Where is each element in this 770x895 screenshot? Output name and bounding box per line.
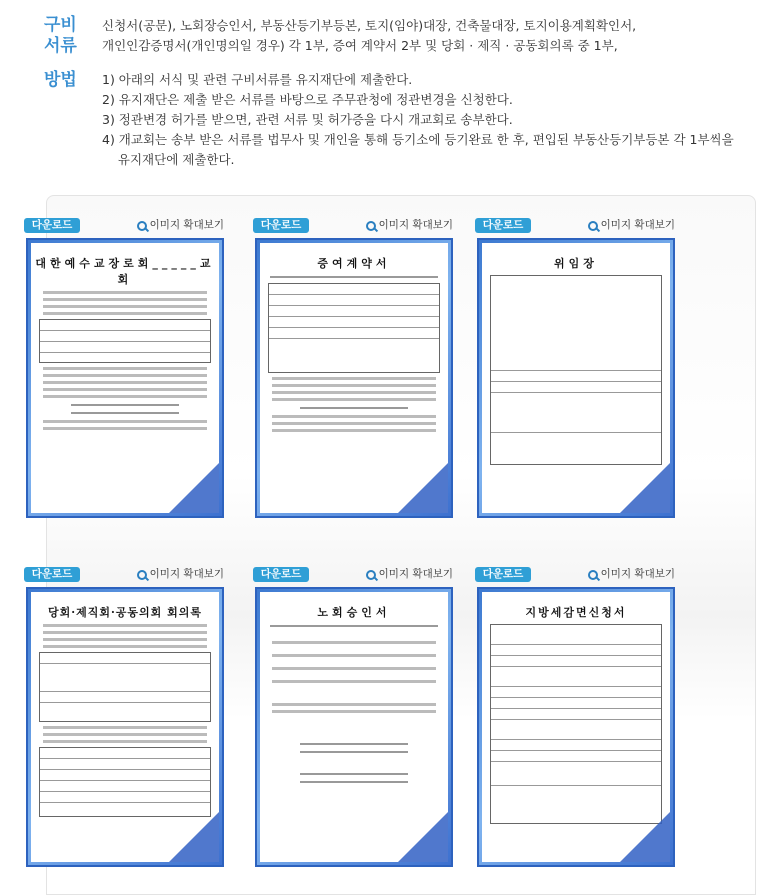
required-docs-label (44, 15, 77, 57)
form-card-tax-exemption (475, 567, 675, 877)
required-docs-line1: 신청서(공문), 노회장승인서, 부동산등기부등본, 토지(임야)대장, 건축물대장, 토지이용계획확인서, (102, 18, 637, 33)
download-button[interactable]: 다운로드 (475, 218, 531, 233)
magnifier-plus-icon (588, 221, 598, 231)
required-docs-label-line1: 구비 (44, 15, 77, 35)
form-title: 노회승인서 (317, 606, 391, 619)
form-thumbnail[interactable] (255, 587, 453, 867)
form-thumbnail[interactable] (477, 238, 675, 518)
zoom-label: 이미지 확대보기 (149, 568, 224, 580)
form-title: 위임장 (554, 257, 598, 270)
zoom-link[interactable] (588, 567, 675, 582)
form-thumbnail[interactable] (255, 238, 453, 518)
magnifier-plus-icon (137, 570, 147, 580)
form-paper (260, 592, 448, 862)
form-paper (482, 243, 670, 513)
zoom-link[interactable] (137, 567, 224, 582)
zoom-link[interactable] (366, 218, 453, 233)
form-title: 대한예수교장로회_____교회 (35, 257, 215, 286)
form-card-gift-contract (253, 218, 453, 528)
form-paper (31, 592, 219, 862)
method-steps (102, 70, 734, 170)
form-thumbnail[interactable] (477, 587, 675, 867)
magnifier-plus-icon (366, 570, 376, 580)
zoom-label: 이미지 확대보기 (149, 219, 224, 231)
form-card-presbytery-approval (253, 567, 453, 877)
method-step-1: 1) 아래의 서식 및 관련 구비서류를 유지재단에 제출한다. (102, 72, 413, 87)
magnifier-plus-icon (137, 221, 147, 231)
form-card-church (24, 218, 224, 528)
zoom-label: 이미지 확대보기 (600, 568, 675, 580)
download-button[interactable]: 다운로드 (475, 567, 531, 582)
method-step-4: 4) 개교회는 송부 받은 서류를 법무사 및 개인을 통해 등기소에 등기완료 한 후, 편입된 부동산등기부등본 각 1부씩을 (102, 132, 734, 147)
method-step-2: 2) 유지재단은 제출 받은 서류를 바탕으로 주무관청에 정관변경을 신청한다. (102, 92, 513, 107)
form-paper (482, 592, 670, 862)
form-card-meeting-minutes (24, 567, 224, 877)
download-button[interactable]: 다운로드 (253, 218, 309, 233)
download-button[interactable]: 다운로드 (24, 567, 80, 582)
required-docs-label-line2: 서류 (44, 36, 77, 56)
form-paper (31, 243, 219, 513)
form-thumbnail[interactable] (26, 238, 224, 518)
zoom-link[interactable] (366, 567, 453, 582)
method-step-4-cont: 유지재단에 제출한다. (102, 152, 235, 167)
zoom-label: 이미지 확대보기 (600, 219, 675, 231)
magnifier-plus-icon (366, 221, 376, 231)
form-title: 당회·제직회·공동의회 회의록 (48, 606, 202, 619)
method-step-3: 3) 정관변경 허가를 받으면, 관련 서류 및 허가증을 다시 개교회로 송부한다. (102, 112, 513, 127)
form-title: 증여계약서 (317, 257, 391, 270)
form-thumbnail[interactable] (26, 587, 224, 867)
form-paper (260, 243, 448, 513)
download-button[interactable]: 다운로드 (24, 218, 80, 233)
required-docs-line2: 개인인감증명서(개인명의일 경우) 각 1부, 증여 계약서 2부 및 당회 · 제직 · 공동회의록 중 1부, (102, 38, 618, 53)
form-title: 지방세감면신청서 (525, 606, 627, 619)
download-button[interactable]: 다운로드 (253, 567, 309, 582)
magnifier-plus-icon (588, 570, 598, 580)
zoom-link[interactable] (137, 218, 224, 233)
form-card-power-of-attorney (475, 218, 675, 528)
method-label: 방법 (44, 70, 77, 90)
zoom-label: 이미지 확대보기 (378, 568, 453, 580)
zoom-link[interactable] (588, 218, 675, 233)
zoom-label: 이미지 확대보기 (378, 219, 453, 231)
required-docs-text (102, 16, 636, 56)
